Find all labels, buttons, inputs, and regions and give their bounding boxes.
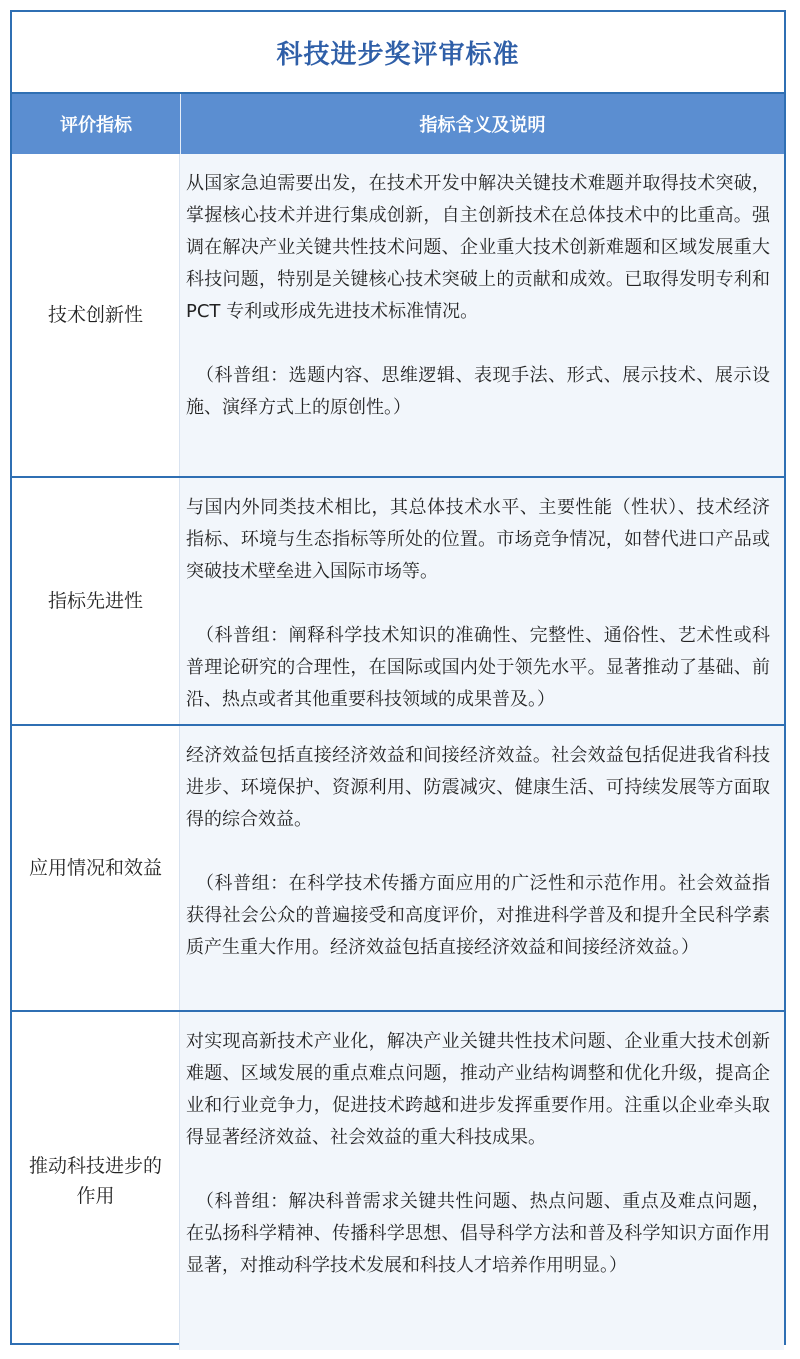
popsci-note: （科普组：在科学技术传播方面应用的广泛性和示范作用。社会效益指获得社会公众的普遍接受和高度评价，对推进科学普及和提升全民科学素质产生重大作用。经济效益包括直接经济效益和间接经济效益。） (186, 873, 770, 958)
criterion-cell: 技术创新性 (12, 154, 180, 476)
criterion-cell: 应用情况和效益 (12, 726, 180, 1010)
header-criterion: 评价指标 (12, 94, 181, 154)
criterion-cell: 推动科技进步的作用 (12, 1012, 180, 1350)
table-row (12, 154, 784, 476)
description-cell (180, 478, 784, 724)
description-text: 经济效益包括直接经济效益和间接经济效益。社会效益包括促进我省科技进步、环境保护、资源利用、防震减灾、健康生活、可持续发展等方面取得的综合效益。 (186, 745, 770, 830)
title-bar (12, 12, 784, 94)
description-cell (180, 154, 784, 476)
table-header (12, 94, 784, 154)
page-title: 科技进步奖评审标准 (276, 39, 520, 70)
standards-table (10, 10, 786, 1345)
criterion-cell: 指标先进性 (12, 478, 180, 724)
table-row (12, 724, 784, 1010)
popsci-note: （科普组：选题内容、思维逻辑、表现手法、形式、展示技术、展示设施、演绎方式上的原创性。） (186, 365, 770, 418)
popsci-note: （科普组：解决科普需求关键共性问题、热点问题、重点及难点问题，在弘扬科学精神、传播科学思想、倡导科学方法和普及科学知识方面作用显著，对推动科学技术发展和科技人才培养作用明显。） (186, 1191, 770, 1276)
description-cell (180, 726, 784, 1010)
description-text: 对实现高新技术产业化，解决产业关键共性技术问题、企业重大技术创新难题、区域发展的重点难点问题，推动产业结构调整和优化升级，提高企业和行业竞争力，促进技术跨越和进步发挥重要作用。注重以企业牵头取得显著经济效益、社会效益的重大科技成果。 (186, 1031, 770, 1148)
table-row (12, 1010, 784, 1350)
popsci-note: （科普组：阐释科学技术知识的准确性、完整性、通俗性、艺术性或科普理论研究的合理性，在国际或国内处于领先水平。显著推动了基础、前沿、热点或者其他重要科技领域的成果普及。） (186, 625, 770, 710)
description-text: 与国内外同类技术相比，其总体技术水平、主要性能（性状）、技术经济指标、环境与生态指标等所处的位置。市场竞争情况，如替代进口产品或突破技术壁垒进入国际市场等。 (186, 497, 770, 582)
description-cell (180, 1012, 784, 1350)
header-description: 指标含义及说明 (419, 115, 546, 136)
table-row (12, 476, 784, 724)
description-text: 从国家急迫需要出发，在技术开发中解决关键技术难题并取得技术突破，掌握核心技术并进行集成创新，自主创新技术在总体技术中的比重高。强调在解决产业关键共性技术问题、企业重大技术创新难题和区域发展重大科技问题，特别是关键核心技术突破上的贡献和成效。已取得发明专利和PCT 专利或形成先进技术标准情况。 (186, 173, 770, 322)
